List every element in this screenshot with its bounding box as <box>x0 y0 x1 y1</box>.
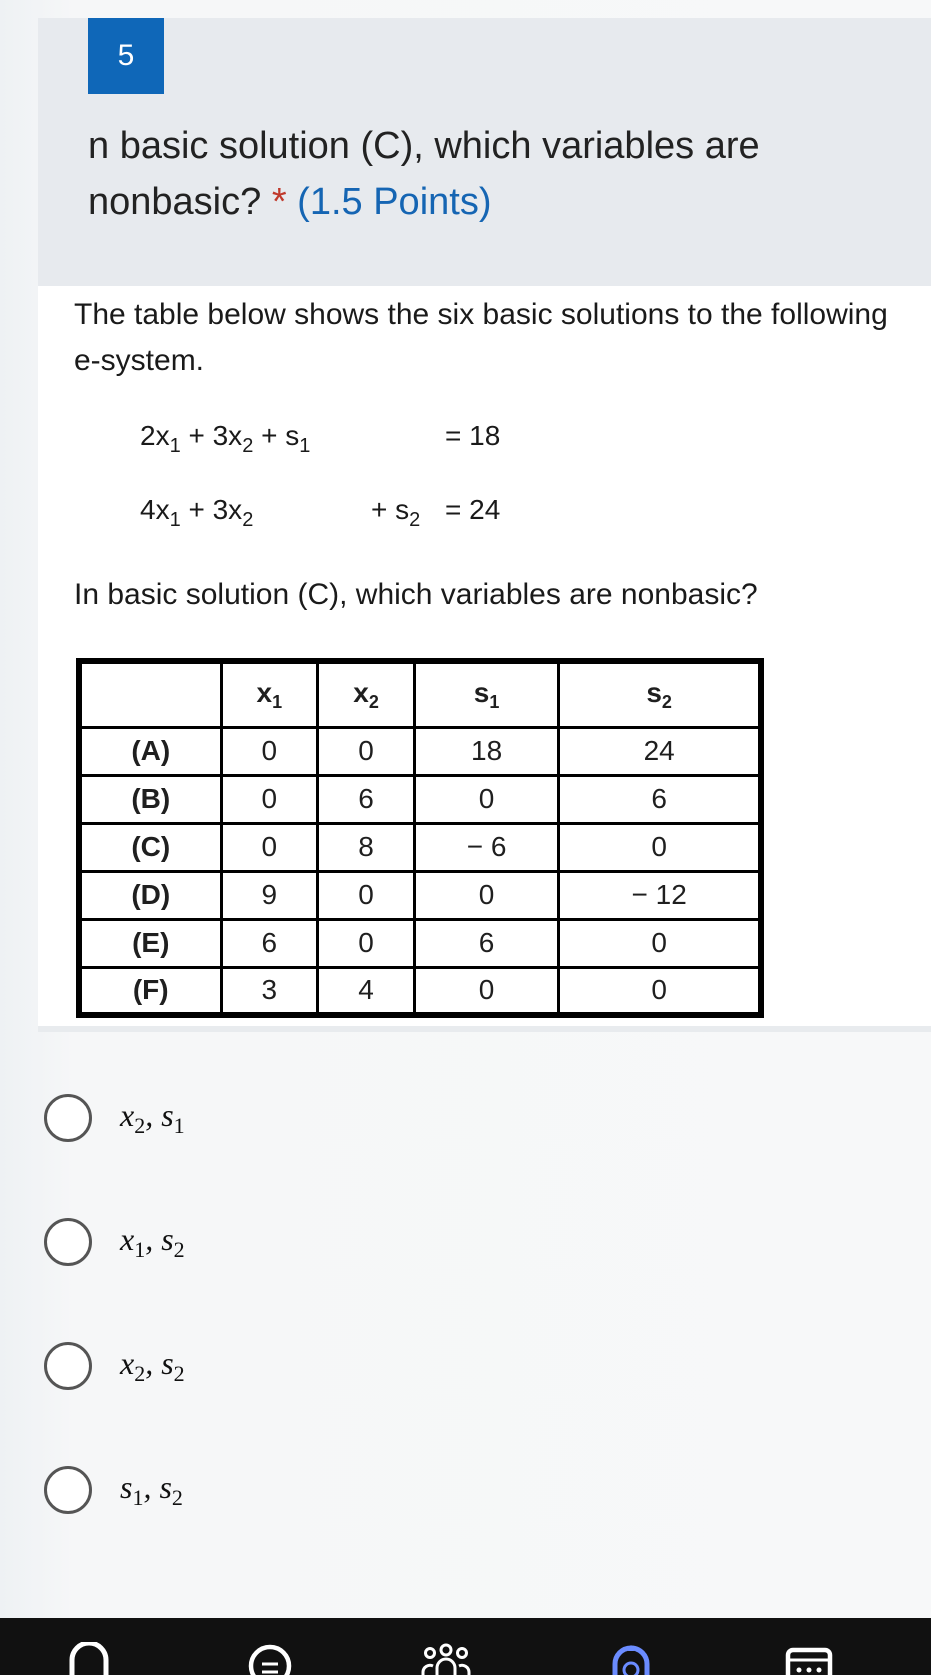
table-cell: 0 <box>318 919 415 967</box>
table-cell: 6 <box>318 775 415 823</box>
equation-2-slack: + $s_2$ <box>371 494 421 531</box>
required-mark: * <box>271 181 287 223</box>
equation-1-rhs: = 18 <box>445 420 501 451</box>
table-row <box>79 823 761 871</box>
basic-solutions-table <box>76 658 764 1018</box>
table-row <box>79 727 761 775</box>
table-cell: 18 <box>414 727 558 775</box>
table-cell: − 12 <box>559 871 761 919</box>
people-icon[interactable] <box>421 1642 471 1675</box>
option-1[interactable] <box>44 1094 185 1142</box>
table-cell: 24 <box>559 727 761 775</box>
radio-button[interactable] <box>44 1094 92 1142</box>
option-label: $s_1$, $s_2$ <box>120 1469 183 1510</box>
question-prompt: In basic solution (C), which variables are nonbasic? <box>74 578 758 611</box>
table-header-row <box>79 661 761 727</box>
assignment-icon[interactable] <box>606 1642 656 1675</box>
row-label: (F) <box>79 967 221 1015</box>
question-number: 5 <box>88 18 164 94</box>
table-row <box>79 871 761 919</box>
table-header-cell: $x_2$ <box>318 661 415 727</box>
chat-icon[interactable] <box>245 1642 295 1675</box>
radio-button[interactable] <box>44 1342 92 1390</box>
radio-button[interactable] <box>44 1218 92 1266</box>
table-row <box>79 967 761 1015</box>
row-label: (A) <box>79 727 221 775</box>
table-cell: 0 <box>414 775 558 823</box>
option-label: $x_2$, $s_1$ <box>120 1097 185 1138</box>
option-4[interactable] <box>44 1466 183 1514</box>
calendar-icon[interactable] <box>784 1642 834 1675</box>
row-label: (D) <box>79 871 221 919</box>
table-cell: 8 <box>318 823 415 871</box>
equation-1: $2x_1 + 3x_2 + s_1$ <box>140 420 311 457</box>
option-label: $x_1$, $s_2$ <box>120 1221 185 1262</box>
table-corner-cell <box>79 661 221 727</box>
table-cell: 0 <box>559 823 761 871</box>
table-cell: 0 <box>318 727 415 775</box>
table-cell: − 6 <box>414 823 558 871</box>
table-cell: 6 <box>559 775 761 823</box>
row-label: (C) <box>79 823 221 871</box>
table-cell: 0 <box>318 871 415 919</box>
table-header-cell: $s_2$ <box>559 661 761 727</box>
table-cell: 0 <box>559 967 761 1015</box>
table-cell: 6 <box>414 919 558 967</box>
table-cell: 3 <box>221 967 318 1015</box>
table-cell: 0 <box>221 775 318 823</box>
table-header-cell: $s_1$ <box>414 661 558 727</box>
table-cell: 4 <box>318 967 415 1015</box>
option-2[interactable] <box>44 1218 185 1266</box>
option-3[interactable] <box>44 1342 185 1390</box>
equation-2-rhs: = 24 <box>445 494 501 525</box>
table-cell: 9 <box>221 871 318 919</box>
table-cell: 6 <box>221 919 318 967</box>
table-cell: 0 <box>221 727 318 775</box>
table-row <box>79 775 761 823</box>
question-title-line1: n basic solution (C), which variables are <box>88 125 760 167</box>
table-cell: 0 <box>221 823 318 871</box>
table-cell: 0 <box>414 871 558 919</box>
question-points: (1.5 Points) <box>297 181 492 223</box>
radio-button[interactable] <box>44 1466 92 1514</box>
equation-2: $4x_1 + 3x_2$ <box>140 494 254 531</box>
row-label: (B) <box>79 775 221 823</box>
table-cell: 0 <box>414 967 558 1015</box>
question-title <box>88 118 888 230</box>
home-icon[interactable] <box>64 1642 114 1675</box>
table-row <box>79 919 761 967</box>
question-title-line2: nonbasic? <box>88 181 262 223</box>
intro-text: The table below shows the six basic solutions to the following e-system. <box>74 298 888 377</box>
row-label: (E) <box>79 919 221 967</box>
table-cell: 0 <box>559 919 761 967</box>
option-label: $x_2$, $s_2$ <box>120 1345 185 1386</box>
table-header-cell: $x_1$ <box>221 661 318 727</box>
